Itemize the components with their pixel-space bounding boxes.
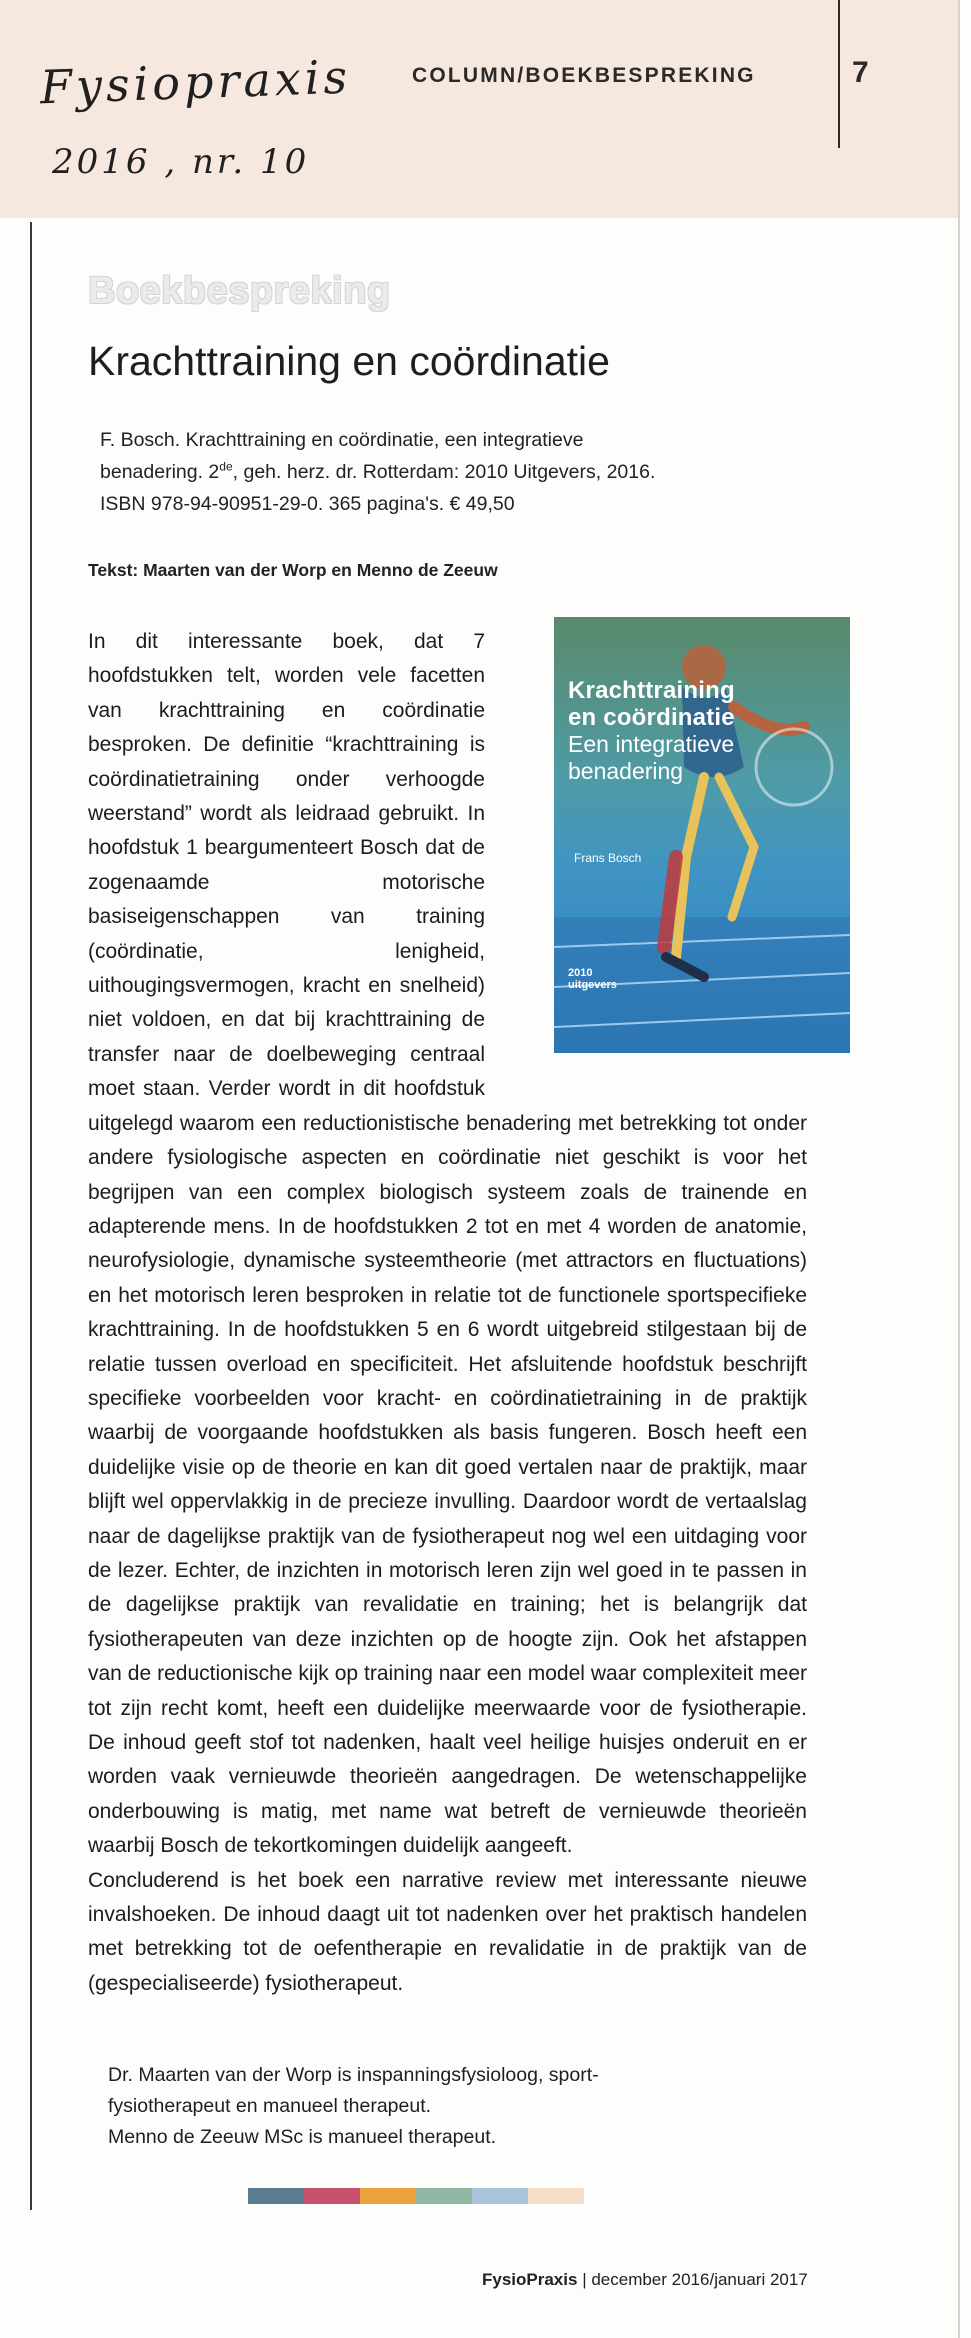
color-bar-segment: [360, 2188, 416, 2204]
page-number: 7: [852, 56, 869, 89]
body-paragraph: Concluderend is het boek een narrative review met interessante nieuwe invalshoeken. De inhoud daagt uit tot nadenken over het praktisch handelen met betrekking tot de oefentherapie en revalidatie in de praktijk van de (gespecialiseerde) fysiotherapeut.: [88, 1868, 807, 1995]
article-title: Krachttraining en coördinatie: [88, 338, 610, 384]
reference-text: , geh. herz. dr. Rotterdam: 2010 Uitgevers, 2016.: [232, 461, 656, 483]
reference-line: [100, 456, 900, 488]
author-note-line: Menno de Zeeuw MSc is manueel therapeut.: [108, 2126, 497, 2148]
byline: Tekst: Maarten van der Worp en Menno de Zeeuw: [88, 560, 498, 580]
page-edge: [958, 0, 960, 2338]
cover-publisher-logo: [568, 967, 617, 991]
publisher-line: 2010: [568, 967, 593, 979]
color-bar-segment: [304, 2188, 360, 2204]
cover-title-line: Krachttraining: [568, 677, 735, 704]
handwritten-note-line1: Fysiopraxis: [39, 49, 352, 115]
decorative-color-bar: [248, 2188, 584, 2204]
cover-title: [568, 677, 735, 731]
book-reference: [100, 424, 900, 520]
author-note-line: fysiotherapeut en manueel therapeut.: [108, 2095, 432, 2117]
author-note-line: Dr. Maarten van der Worp is inspanningsfysioloog, sport-: [108, 2064, 599, 2086]
cover-subtitle-line: benadering: [568, 758, 684, 784]
reference-superscript: de: [219, 459, 233, 474]
header-divider: [838, 0, 840, 148]
publisher-line: uitgevers: [568, 979, 617, 991]
author-note: [108, 2060, 788, 2153]
footer-brand: FysioPraxis: [482, 2270, 578, 2289]
book-cover-image: [554, 617, 850, 1053]
left-margin-rule: [30, 222, 32, 2210]
color-bar-segment: [528, 2188, 584, 2204]
color-bar-segment: [248, 2188, 304, 2204]
body-paragraph: In dit interessante boek, dat 7 hoofdstukken telt, worden vele facetten van krachttraining en coördinatie besproken. De definitie “krachttraining is coördinatietraining onder verhoogde weerstand” wordt als leidraad gebruikt. In hoofdstuk 1 beargumenteert Bosch dat de zogenaamde motorische basiseigenschappen van training (coördinatie, lenigheid, uithougingsvermogen, kracht en snelheid) niet voldoen, en dat bij krachttraining de transfer naar de doelbeweging centraal moet staan. Verder wordt in dit hoofdstuk uitgelegd waarom een reductionistische benadering met betrekking tot onder andere fysiologische aspecten en coördinatie niet geschikt is voor het begrijpen van een complex biologisch systeem zoals de trainende en adapterende mens. In de hoofdstukken 2 tot en met 4 worden de anatomie, neurofysiologie, dynamische systeemtheorie (met attractors en fluctuations) en het motorisch leren besproken in relatie tot de functionele sportspecifieke krachttraining. In de hoofdstukken 5 en 6 wordt uitgebreid stilgestaan bij de relatie tussen overload en specificiteit. Het afsluitende hoofdstuk beschrijft specifieke voorbeelden voor kracht- en coördinatietraining in de praktijk waarbij de voorgaande hoofdstukken als basis fungeren. Bosch heeft een duidelijke visie op de theorie en kan dit goed vertalen naar de praktijk, maar blijft wel oppervlakkig in de precieze invulling. Daardoor wordt de vertaalslag naar de dagelijkse praktijk van de fysiotherapeut nog wel een uitdaging voor de lezer. Echter, de inzichten in motorisch leren zijn wel goed in te passen in de dagelijkse praktijk van revalidatie en training; het is belangrijk dat fysiotherapeuten van deze inzichten op de hoogte zijn. Ook het afstappen van de reductionische kijk op training naar een model waar complexiteit meer tot zijn recht komt, heeft een duidelijke meerwaarde voor de fysiotherapie. De inhoud geeft stof tot nadenken, haalt veel heilige huisjes onderuit en er worden vaak vernieuwde theorieën aangedragen. De wetenschappelijke onderbouwing is matig, met name wat betreft de vernieuwde theorieën waarbij Bosch de tekortkomingen duidelijk aangeeft.: [88, 630, 807, 1858]
handwritten-note-line2: 2016 , nr. 10: [52, 142, 310, 182]
footer-issue: december 2016/januari 2017: [591, 2270, 808, 2289]
page-footer: [482, 2270, 808, 2290]
footer-separator: |: [582, 2270, 592, 2289]
cover-subtitle: [568, 731, 734, 785]
cover-title-line: en coördinatie: [568, 704, 735, 731]
color-bar-segment: [416, 2188, 472, 2204]
cover-author: Frans Bosch: [574, 851, 642, 865]
reference-line: ISBN 978-94-90951-29-0. 365 pagina's. € 49,50: [100, 493, 515, 515]
reference-line: F. Bosch. Krachttraining en coördinatie, een integratieve: [100, 429, 584, 451]
article-kicker: Boekbespreking: [88, 270, 391, 312]
reference-text: benadering. 2: [100, 461, 220, 483]
color-bar-segment: [472, 2188, 528, 2204]
section-title: COLUMN/BOEKBESPREKING: [412, 64, 756, 87]
cover-subtitle-line: Een integratieve: [568, 731, 735, 757]
